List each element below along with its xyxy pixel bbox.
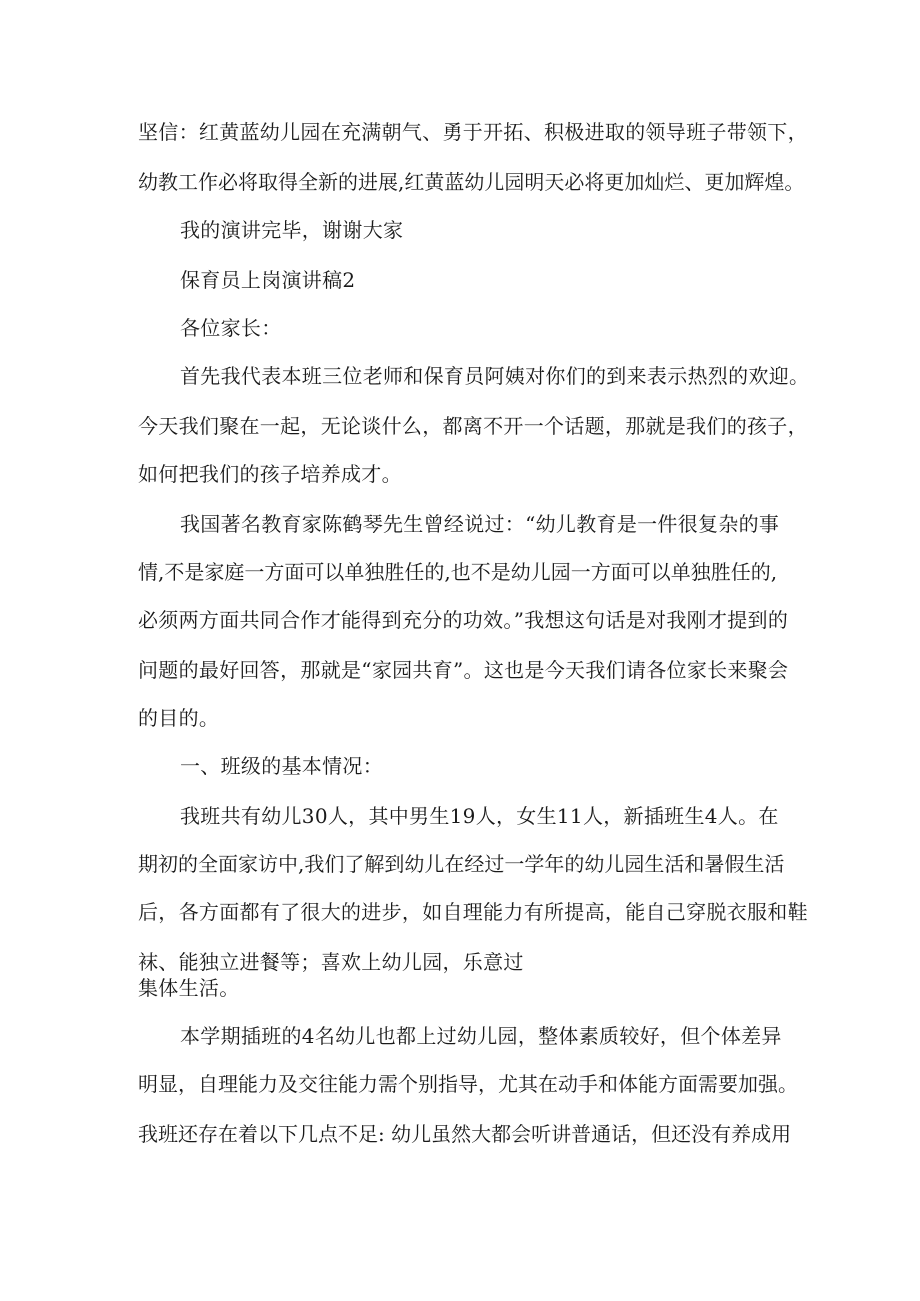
closing-remark: 我的演讲完毕，谢谢大家 — [180, 218, 404, 242]
paragraph-line: 问题的最好回答，那就是“家园共育”。这也是今天我们请各位家长来聚会 — [138, 658, 789, 682]
paragraph-line: 期初的全面家访中,我们了解到幼儿在经过一学年的幼儿园生活和暑假生活 — [138, 852, 785, 876]
paragraph-line: 坚信：红黄蓝幼儿园在充满朝气、勇于开拓、积极进取的领导班子带领下， — [138, 120, 808, 144]
paragraph-line: 袜、能独立进餐等；喜欢上幼儿园，乐意过 — [138, 950, 524, 974]
paragraph-line: 首先我代表本班三位老师和保育员阿姨对你们的到来表示热烈的欢迎。 — [180, 364, 810, 388]
paragraph-line: 幼教工作必将取得全新的进展,红黄蓝幼儿园明天必将更加灿烂、更加辉煌。 — [138, 170, 805, 194]
section-heading: 一、班级的基本情况： — [180, 754, 383, 778]
section-title: 保育员上岗演讲稿2 — [180, 268, 356, 292]
paragraph-line: 今天我们聚在一起，无论谈什么，都离不开一个话题，那就是我们的孩子， — [138, 414, 808, 438]
paragraph-line: 我班共有幼儿30人，其中男生19人，女生11人，新插班生4人。在 — [180, 804, 779, 828]
paragraph-line: 我班还存在着以下几点不足: 幼儿虽然大都会听讲普通话，但还没有养成用 — [138, 1122, 792, 1146]
paragraph-line: 情,不是家庭一方面可以单独胜任的,也不是幼儿园一方面可以单独胜任的, — [138, 560, 778, 584]
paragraph-line: 本学期插班的4名幼儿也都上过幼儿园，整体素质较好，但个体差异 — [180, 1024, 782, 1048]
paragraph-line: 明显，自理能力及交往能力需个别指导，尤其在动手和体能方面需要加强。 — [138, 1072, 798, 1096]
paragraph-line: 必须两方面共同合作才能得到充分的功效。”我想这句话是对我刚才提到的 — [138, 608, 789, 632]
paragraph-line: 集体生活。 — [138, 976, 240, 1000]
paragraph-line: 我国著名教育家陈鹤琴先生曾经说过：“幼儿教育是一件很复杂的事 — [180, 512, 780, 536]
paragraph-line: 后，各方面都有了很大的进步，如自理能力有所提高，能自己穿脱衣服和鞋 — [138, 900, 808, 924]
paragraph-line: 的目的。 — [138, 706, 220, 730]
salutation: 各位家长： — [180, 316, 282, 340]
paragraph-line: 如何把我们的孩子培养成才。 — [138, 462, 402, 486]
